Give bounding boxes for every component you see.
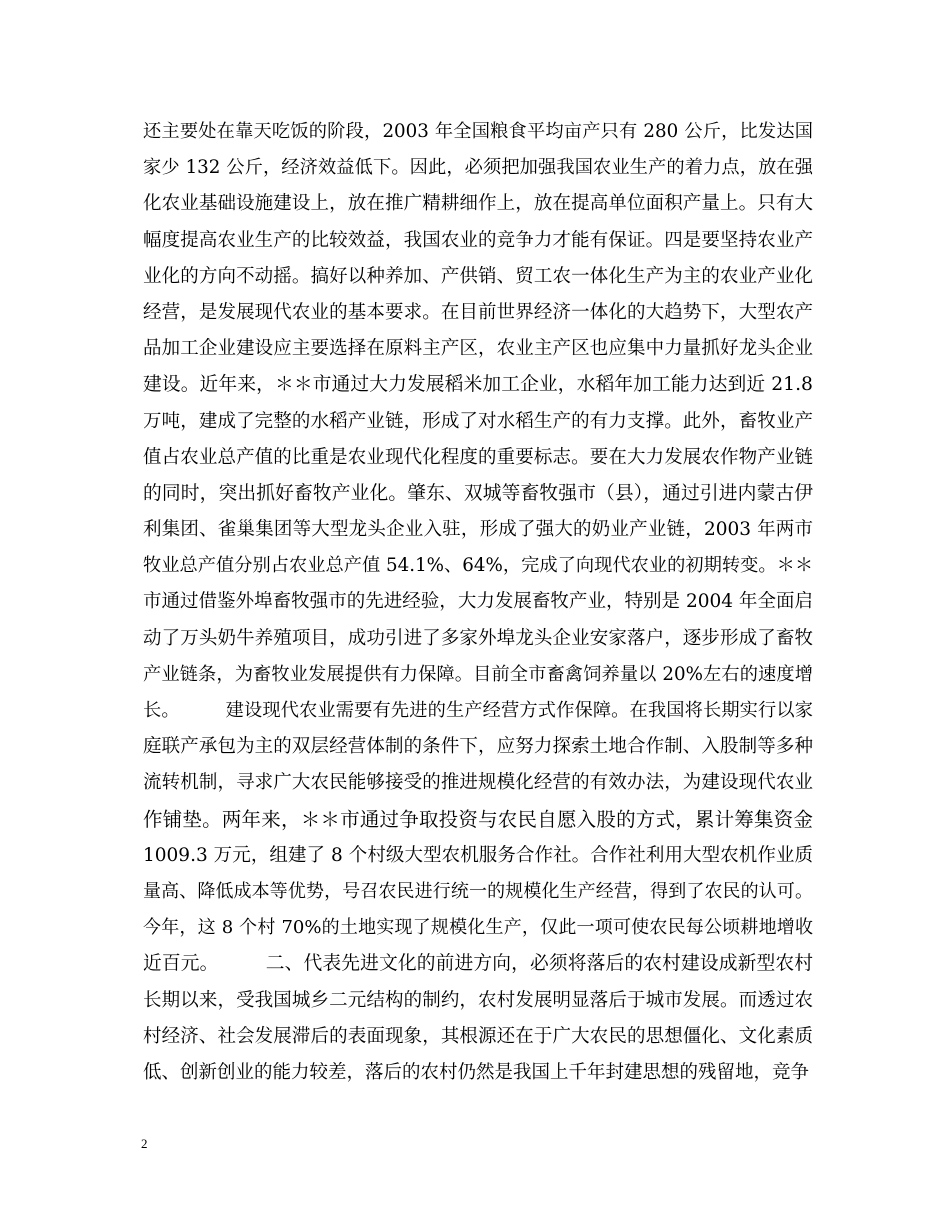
text-line: 近百元。 二、代表先进文化的前进方向，必须将落后的农村建设成新型农村 xyxy=(143,953,813,975)
text-line: 长。 建设现代农业需要有先进的生产经营方式作保障。在我国将长期实行以家 xyxy=(143,700,813,721)
text-line: 品加工企业建设应主要选择在原料主产区，农业主产区也应集中力量抓好龙头企业 xyxy=(143,338,813,360)
text-line: 庭联产承包为主的双层经营体制的条件下，应努力探索土地合作制、入股制等多种 xyxy=(143,736,813,758)
text-line: 牧业总产值分别占农业总产值 54.1%、64%，完成了向现代农业的初期转变。＊＊ xyxy=(143,555,814,577)
text-line: 今年，这 8 个村 70%的土地实现了规模化生产，仅此一项可使农民每公顷耕地增收 xyxy=(143,917,813,939)
text-line: 村经济、社会发展滞后的表面现象，其根源还在于广大农民的思想僵化、文化素质 xyxy=(143,1025,813,1047)
text-line: 流转机制，寻求广大农民能够接受的推进规模化经营的有效办法，为建设现代农业 xyxy=(143,772,813,794)
text-line: 建设。近年来，＊＊市通过大力发展稻米加工企业，水稻年加工能力达到近 21.8 xyxy=(143,374,813,396)
text-line: 业化的方向不动摇。搞好以种养加、产供销、贸工农一体化生产为主的农业产业化 xyxy=(143,265,813,287)
text-line: 低、创新创业的能力较差，落后的农村仍然是我国上千年封建思想的残留地，竞争 xyxy=(143,1061,810,1083)
text-line: 值占农业总产值的比重是农业现代化程度的重要标志。要在大力发展农作物产业链 xyxy=(143,446,813,468)
text-line: 还主要处在靠天吃饭的阶段，2003 年全国粮食平均亩产只有 280 公斤，比发达国 xyxy=(143,121,813,142)
text-line: 1009.3 万元，组建了 8 个村级大型农机服务合作社。合作社利用大型农机作业质 xyxy=(143,844,813,866)
text-line: 动了万头奶牛养殖项目，成功引进了多家外埠龙头企业安家落户，逐步形成了畜牧 xyxy=(143,627,813,649)
text-line: 作铺垫。两年来，＊＊市通过争取投资与农民自愿入股的方式，累计筹集资金 xyxy=(143,807,813,831)
text-line: 产业链条，为畜牧业发展提供有力保障。目前全市畜禽饲养量以 20%左右的速度增 xyxy=(143,663,813,685)
text-line: 长期以来，受我国城乡二元结构的制约，农村发展明显落后于城市发展。而透过农 xyxy=(143,989,813,1011)
text-line: 经营，是发展现代农业的基本要求。在目前世界经济一体化的大趋势下，大型农产 xyxy=(143,301,813,323)
text-line: 化农业基础设施建设上，放在推广精耕细作上，放在提高单位面积产量上。只有大 xyxy=(143,193,813,215)
text-line: 利集团、雀巢集团等大型龙头企业入驻，形成了强大的奶业产业链，2003 年两市 xyxy=(143,519,813,541)
text-line: 的同时，突出抓好畜牧产业化。肇东、双城等畜牧强市（县），通过引进内蒙古伊 xyxy=(143,482,813,504)
page-number: 2 xyxy=(141,1136,148,1151)
text-line: 幅度提高农业生产的比较效益，我国农业的竞争力才能有保证。四是要坚持农业产 xyxy=(143,229,813,251)
text-line: 万吨，建成了完整的水稻产业链，形成了对水稻生产的有力支撑。此外，畜牧业产 xyxy=(143,410,813,432)
text-line: 市通过借鉴外埠畜牧强市的先进经验，大力发展畜牧产业，特别是 2004 年全面启 xyxy=(143,591,813,613)
text-line: 量高、降低成本等优势，号召农民进行统一的规模化生产经营，得到了农民的认可。 xyxy=(143,880,813,902)
body-text xyxy=(143,114,813,1091)
text-line: 家少 132 公斤，经济效益低下。因此，必须把加强我国农业生产的着力点，放在强 xyxy=(143,157,813,179)
